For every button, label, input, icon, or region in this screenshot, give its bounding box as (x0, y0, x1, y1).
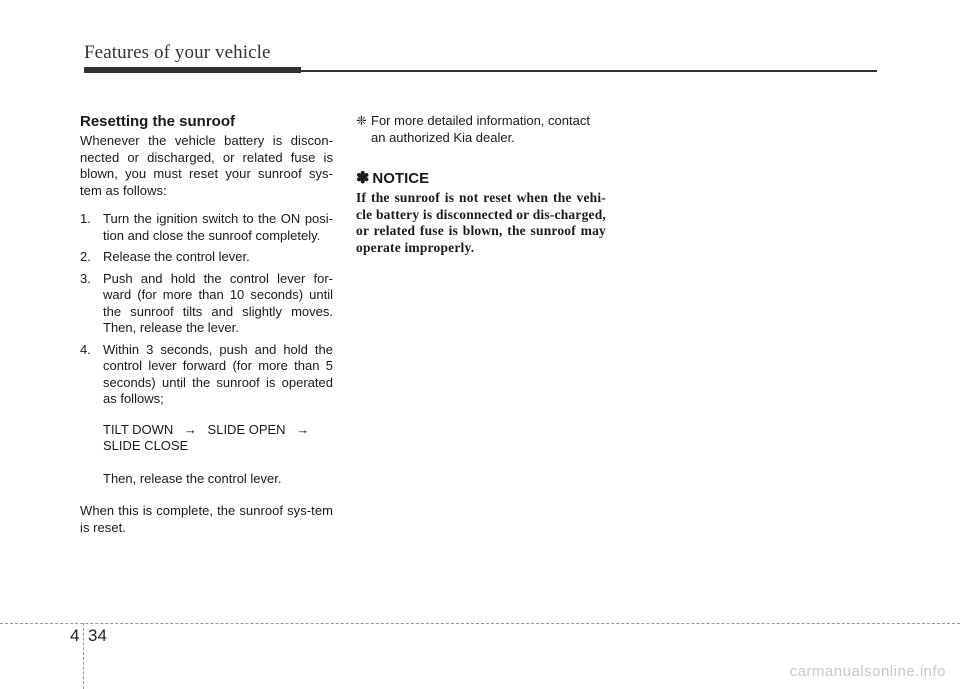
sequence-slide-open: SLIDE OPEN (207, 421, 286, 437)
info-note (356, 113, 606, 146)
sequence-tilt-down: TILT DOWN (103, 421, 174, 437)
header-rule-thick (84, 67, 301, 73)
info-asterisk-icon: ❈ (356, 113, 367, 128)
footer-divider (0, 623, 960, 624)
step-text: Release the control lever. (103, 249, 250, 264)
step-number: 1. (80, 211, 91, 226)
watermark: carmanualsonline.info (789, 663, 946, 680)
list-item (80, 342, 333, 408)
right-arrow-icon: → (296, 421, 310, 437)
footer-vertical-divider (83, 623, 84, 689)
sequence-slide-close: SLIDE CLOSE (103, 438, 189, 453)
step-number: 4. (80, 341, 91, 357)
page-number: 34 (88, 626, 107, 645)
step-number: 3. (80, 270, 91, 286)
list-item (80, 271, 333, 337)
header-title: Features of your vehicle (84, 42, 271, 63)
info-text: For more detailed information, contact an authorized Kia dealer. (371, 113, 590, 145)
step-text: Push and hold the control lever for-ward (for more than 10 seconds) until the sunroof tilts and slightly moves. Then, release the lever. (103, 270, 333, 335)
right-arrow-icon: → (183, 421, 197, 437)
section-number: 4 (70, 626, 80, 645)
list-item (80, 249, 333, 266)
intro-paragraph: Whenever the vehicle battery is discon-nected or discharged, or related fuse is blown, you must reset your sunroof sys-tem as follows: (80, 133, 333, 198)
operation-sequence (103, 422, 333, 455)
notice-heading (356, 168, 606, 188)
section-title: Resetting the sunroof (80, 113, 236, 130)
step-text: Turn the ignition switch to the ON posi-tion and close the sunroof completely. (103, 211, 333, 243)
reset-steps-list (80, 211, 333, 408)
header-rule-thin (301, 70, 877, 72)
step-number: 2. (80, 249, 91, 264)
left-column (80, 113, 333, 548)
right-column (356, 113, 606, 256)
notice-title: NOTICE (372, 169, 430, 187)
conclusion-paragraph: When this is complete, the sunroof sys-tem is reset. (80, 503, 333, 535)
list-item (80, 211, 333, 244)
notice-star-icon: ✽ (356, 170, 370, 187)
step-text: Within 3 seconds, push and hold the control lever forward (for more than 5 seconds) until the sunroof is operated as follows; (103, 341, 333, 406)
release-instruction: Then, release the control lever. (103, 470, 282, 486)
notice-text: If the sunroof is not reset when the vehi-cle battery is disconnected or dis-charged, or related fuse is blown, the sunroof may operate improperly. (356, 190, 606, 255)
